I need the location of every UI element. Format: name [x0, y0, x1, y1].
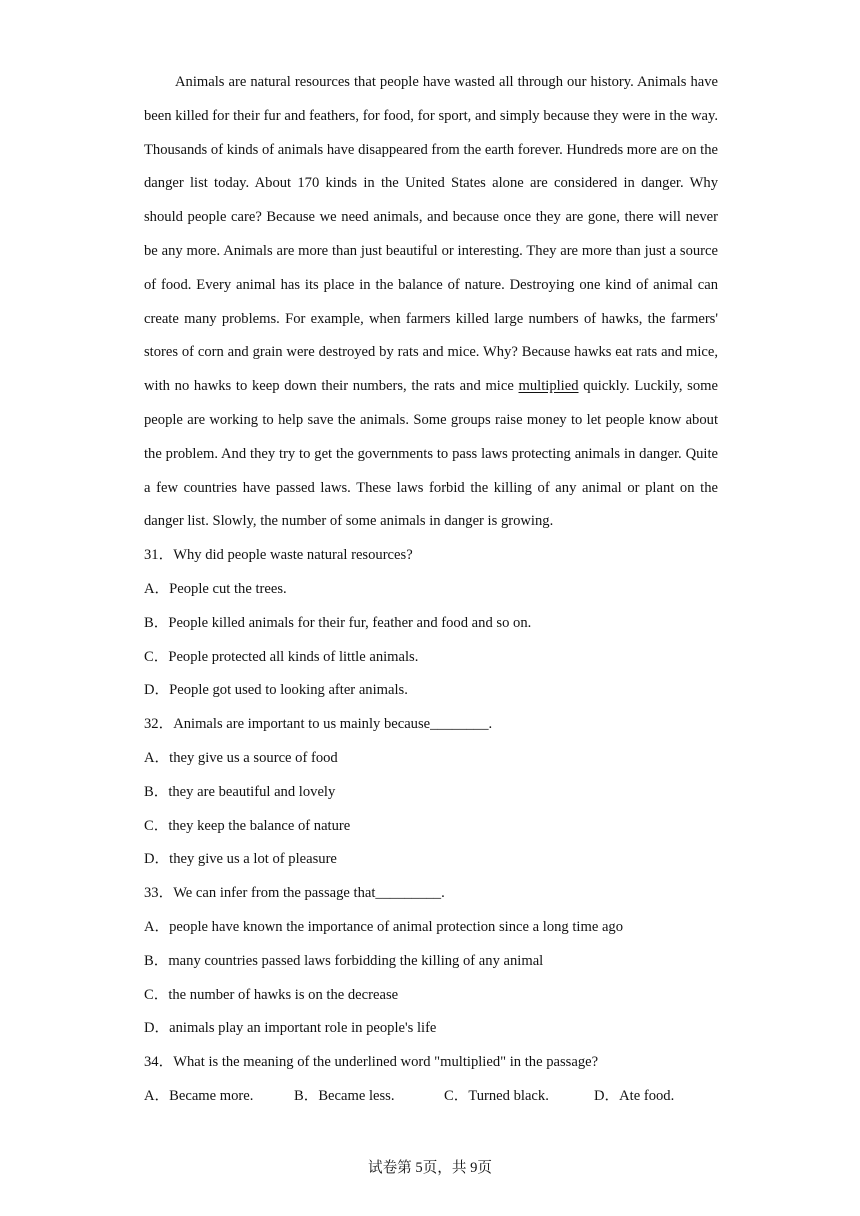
option-d: D．they give us a lot of pleasure — [144, 851, 337, 868]
question-32 — [144, 708, 718, 877]
question-stem: 33．We can infer from the passage that_________. — [144, 885, 445, 902]
option-b: B．People killed animals for their fur, feather and food and so on. — [144, 614, 532, 631]
option-b: B．Became less. — [294, 1087, 395, 1104]
option-b: B．many countries passed laws forbidding the killing of any animal — [144, 952, 544, 969]
question-33 — [144, 877, 718, 1046]
question-stem: 34．What is the meaning of the underlined word "multiplied" in the passage? — [144, 1054, 599, 1071]
option-c: C．they keep the balance of nature — [144, 817, 351, 834]
option-d: D．animals play an important role in people's life — [144, 1020, 437, 1037]
option-a: A．Became more. — [144, 1087, 254, 1104]
question-31 — [144, 539, 718, 708]
question-stem: 32．Animals are important to us mainly because________. — [144, 716, 493, 733]
option-a: A．they give us a source of food — [144, 749, 338, 766]
option-a: A．People cut the trees. — [144, 580, 287, 597]
option-a: A．people have known the importance of animal protection since a long time ago — [144, 918, 624, 935]
passage-text-part2: quickly. Luckily, some people are working to help save the animals. Some groups raise money to let people know about the problem. And they try to get the governments to pass laws protecting animals in danger. Quite a few countries have passed laws. These laws forbid the killing of any animal or plant on the danger list. Slowly, the number of some animals in danger is growing. — [144, 378, 718, 530]
question-stem: 31．Why did people waste natural resources? — [144, 547, 413, 564]
underlined-word: multiplied — [518, 378, 579, 395]
reading-passage — [144, 66, 718, 539]
exam-page — [144, 66, 718, 1114]
page-footer: 试卷第 5页，共 9页 — [367, 1160, 493, 1176]
option-d: D．People got used to looking after animals. — [144, 682, 408, 699]
question-34 — [144, 1046, 718, 1114]
passage-text-part1: Animals are natural resources that people have wasted all through our history. Animals have been killed for their fur and feathers, for food, for sport, and simply because they were in the way. Thousands of kinds of animals have disappeared from the earth forever. Hundreds more are on the danger list today. About 170 kinds in the United States alone are considered in danger. Why should people care? Because we need animals, and because once they are gone, there will never be any more. Animals are more than just beautiful or interesting. They are more than just a source of food. Every animal has its place in the balance of nature. Destroying one kind of animal can create many problems. For example, when farmers killed large numbers of hawks, the farmers' stores of corn and grain were destroyed by rats and mice. Why? Because hawks eat rats and mice, with no hawks to keep down their numbers, the rats and mice — [144, 74, 718, 395]
option-c: C．People protected all kinds of little animals. — [144, 648, 419, 665]
option-c: C．the number of hawks is on the decrease — [144, 986, 399, 1003]
option-d: D．Ate food. — [594, 1087, 675, 1104]
option-b: B．they are beautiful and lovely — [144, 783, 336, 800]
option-c: C．Turned black. — [444, 1087, 549, 1104]
options-row — [144, 1080, 718, 1114]
